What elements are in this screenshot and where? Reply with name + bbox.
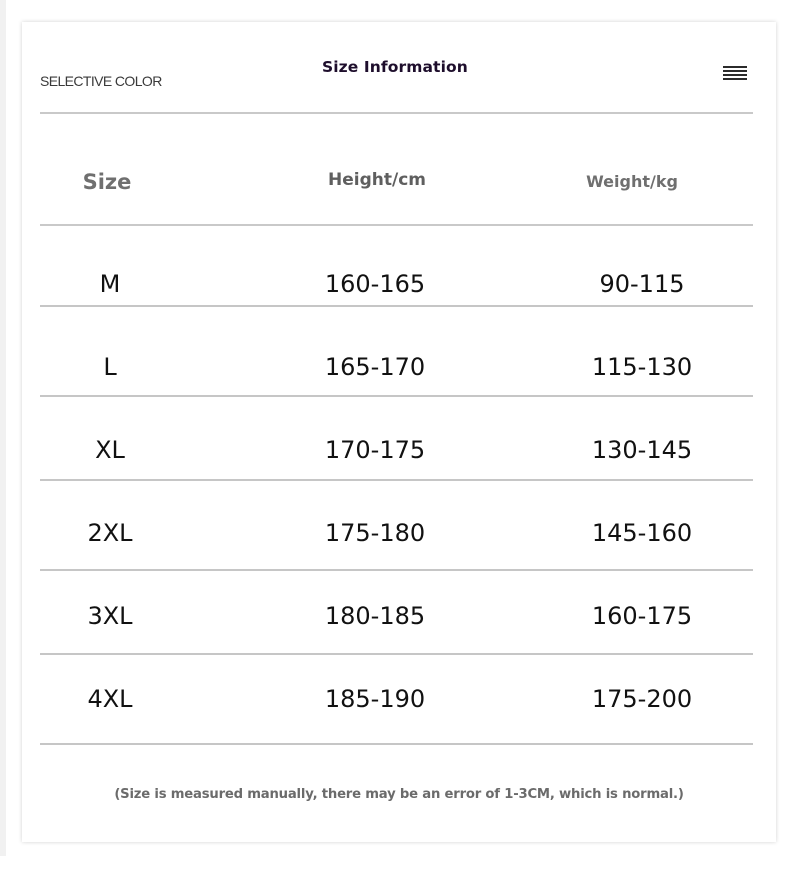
column-header-size: Size: [82, 170, 132, 194]
table-row-4xl-weight: 175-200: [591, 685, 693, 713]
row-divider: [40, 395, 753, 397]
row-divider: [40, 569, 753, 571]
row-divider: [40, 653, 753, 655]
row-divider: [40, 305, 753, 307]
row-divider: [40, 479, 753, 481]
hamburger-menu-icon[interactable]: [723, 66, 747, 82]
size-info-card: [22, 22, 776, 842]
header-divider: [40, 112, 753, 114]
column-header-height: Height/cm: [328, 170, 426, 190]
left-edge-strip: [0, 0, 6, 856]
table-row-xl-height: 170-175: [324, 436, 426, 464]
table-row-m-size: M: [99, 270, 121, 298]
brand-label: SELECTIVE COLOR: [40, 73, 162, 89]
table-row-xl-weight: 130-145: [591, 436, 693, 464]
table-row-xl-size: XL: [95, 436, 125, 464]
table-row-3xl-height: 180-185: [324, 602, 426, 630]
table-row-m-height: 160-165: [324, 270, 426, 298]
table-row-4xl-height: 185-190: [324, 685, 426, 713]
table-row-3xl-size: 3XL: [87, 602, 133, 630]
column-header-weight: Weight/kg: [586, 172, 678, 191]
table-row-4xl-size: 4XL: [87, 685, 133, 713]
table-row-l-size: L: [103, 353, 117, 381]
table-row-l-weight: 115-130: [591, 353, 693, 381]
table-row-2xl-size: 2XL: [87, 519, 133, 547]
measurement-note: (Size is measured manually, there may be an error of 1-3CM, which is normal.): [114, 787, 684, 802]
table-header-divider: [40, 224, 753, 226]
table-row-m-weight: 90-115: [599, 270, 685, 298]
table-row-2xl-weight: 145-160: [591, 519, 693, 547]
page-title: Size Information: [322, 58, 468, 76]
table-row-l-height: 165-170: [324, 353, 426, 381]
table-row-2xl-height: 175-180: [324, 519, 426, 547]
table-row-3xl-weight: 160-175: [591, 602, 693, 630]
table-bottom-divider: [40, 743, 753, 745]
